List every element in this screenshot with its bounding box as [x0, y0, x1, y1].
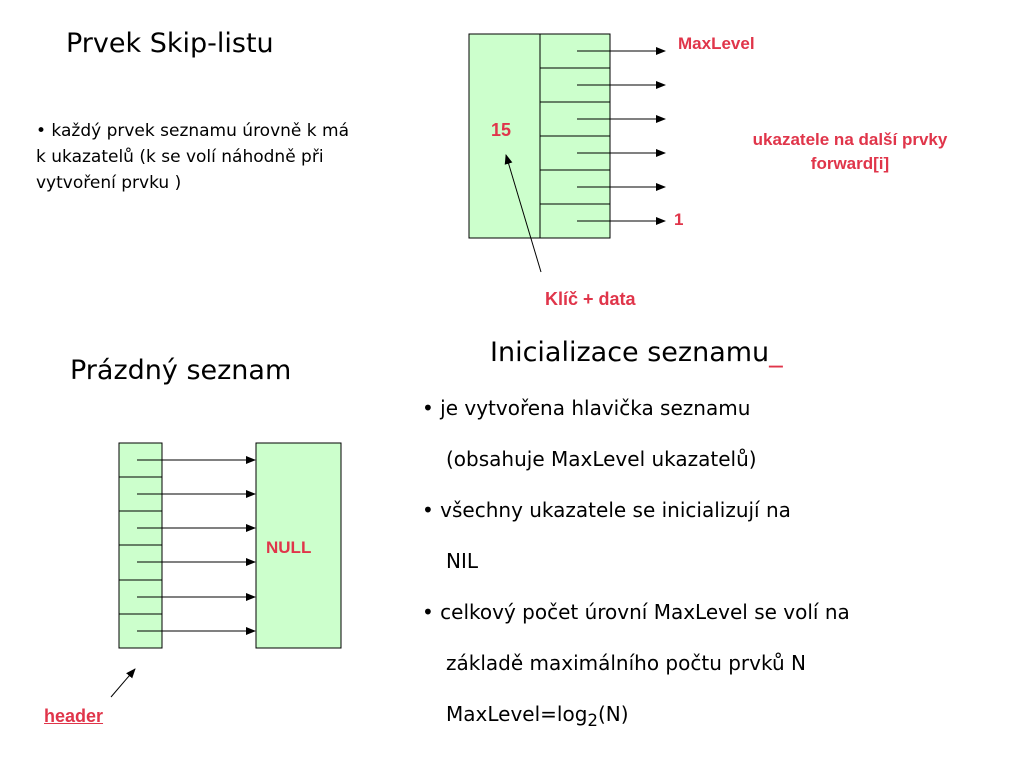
initialization-title-text: Inicializace seznamu — [490, 337, 770, 368]
skiplist-element-description — [36, 118, 436, 196]
header-label: header — [44, 706, 104, 726]
formula-prefix: MaxLevel=log — [446, 702, 588, 726]
header-node — [119, 443, 162, 648]
list-item: • je vytvořena hlavička seznamu — [422, 396, 751, 420]
list-item: • celkový počet úrovní MaxLevel se volí na — [422, 600, 850, 624]
description-line: vytvoření prvku ) — [36, 173, 182, 193]
maxlevel-label: MaxLevel — [678, 34, 755, 53]
key-data-label: Klíč + data — [545, 289, 636, 309]
forward-pointers-line: forward[i] — [810, 154, 890, 173]
list-item: • všechny ukazatele se inicializují na — [422, 498, 791, 522]
list-item: (obsahuje MaxLevel ukazatelů) — [446, 447, 757, 471]
formula-suffix: (N) — [598, 702, 629, 726]
title-cursor: _ — [769, 337, 783, 368]
list-item: NIL — [446, 549, 479, 573]
initialization-list — [422, 390, 1012, 747]
forward-pointers-line: ukazatele na další prvky — [752, 130, 948, 149]
level-one-label: 1 — [674, 210, 684, 229]
node-key-label: 15 — [491, 120, 512, 140]
header-arrow — [111, 669, 135, 697]
null-label: NULL — [266, 538, 312, 557]
maxlevel-formula — [422, 696, 1012, 747]
empty-list-title: Prázdný seznam — [70, 355, 292, 386]
formula-subscript: 2 — [587, 711, 598, 730]
skiplist-element-title: Prvek Skip-listu — [66, 28, 274, 59]
description-line: k ukazatelů (k se volí náhodně při — [36, 147, 324, 167]
forward-pointers-caption — [700, 128, 1000, 176]
description-line: • každý prvek seznamu úrovně k má — [36, 121, 350, 141]
list-item: základě maximálního počtu prvků N — [446, 651, 806, 675]
initialization-title — [490, 337, 783, 368]
